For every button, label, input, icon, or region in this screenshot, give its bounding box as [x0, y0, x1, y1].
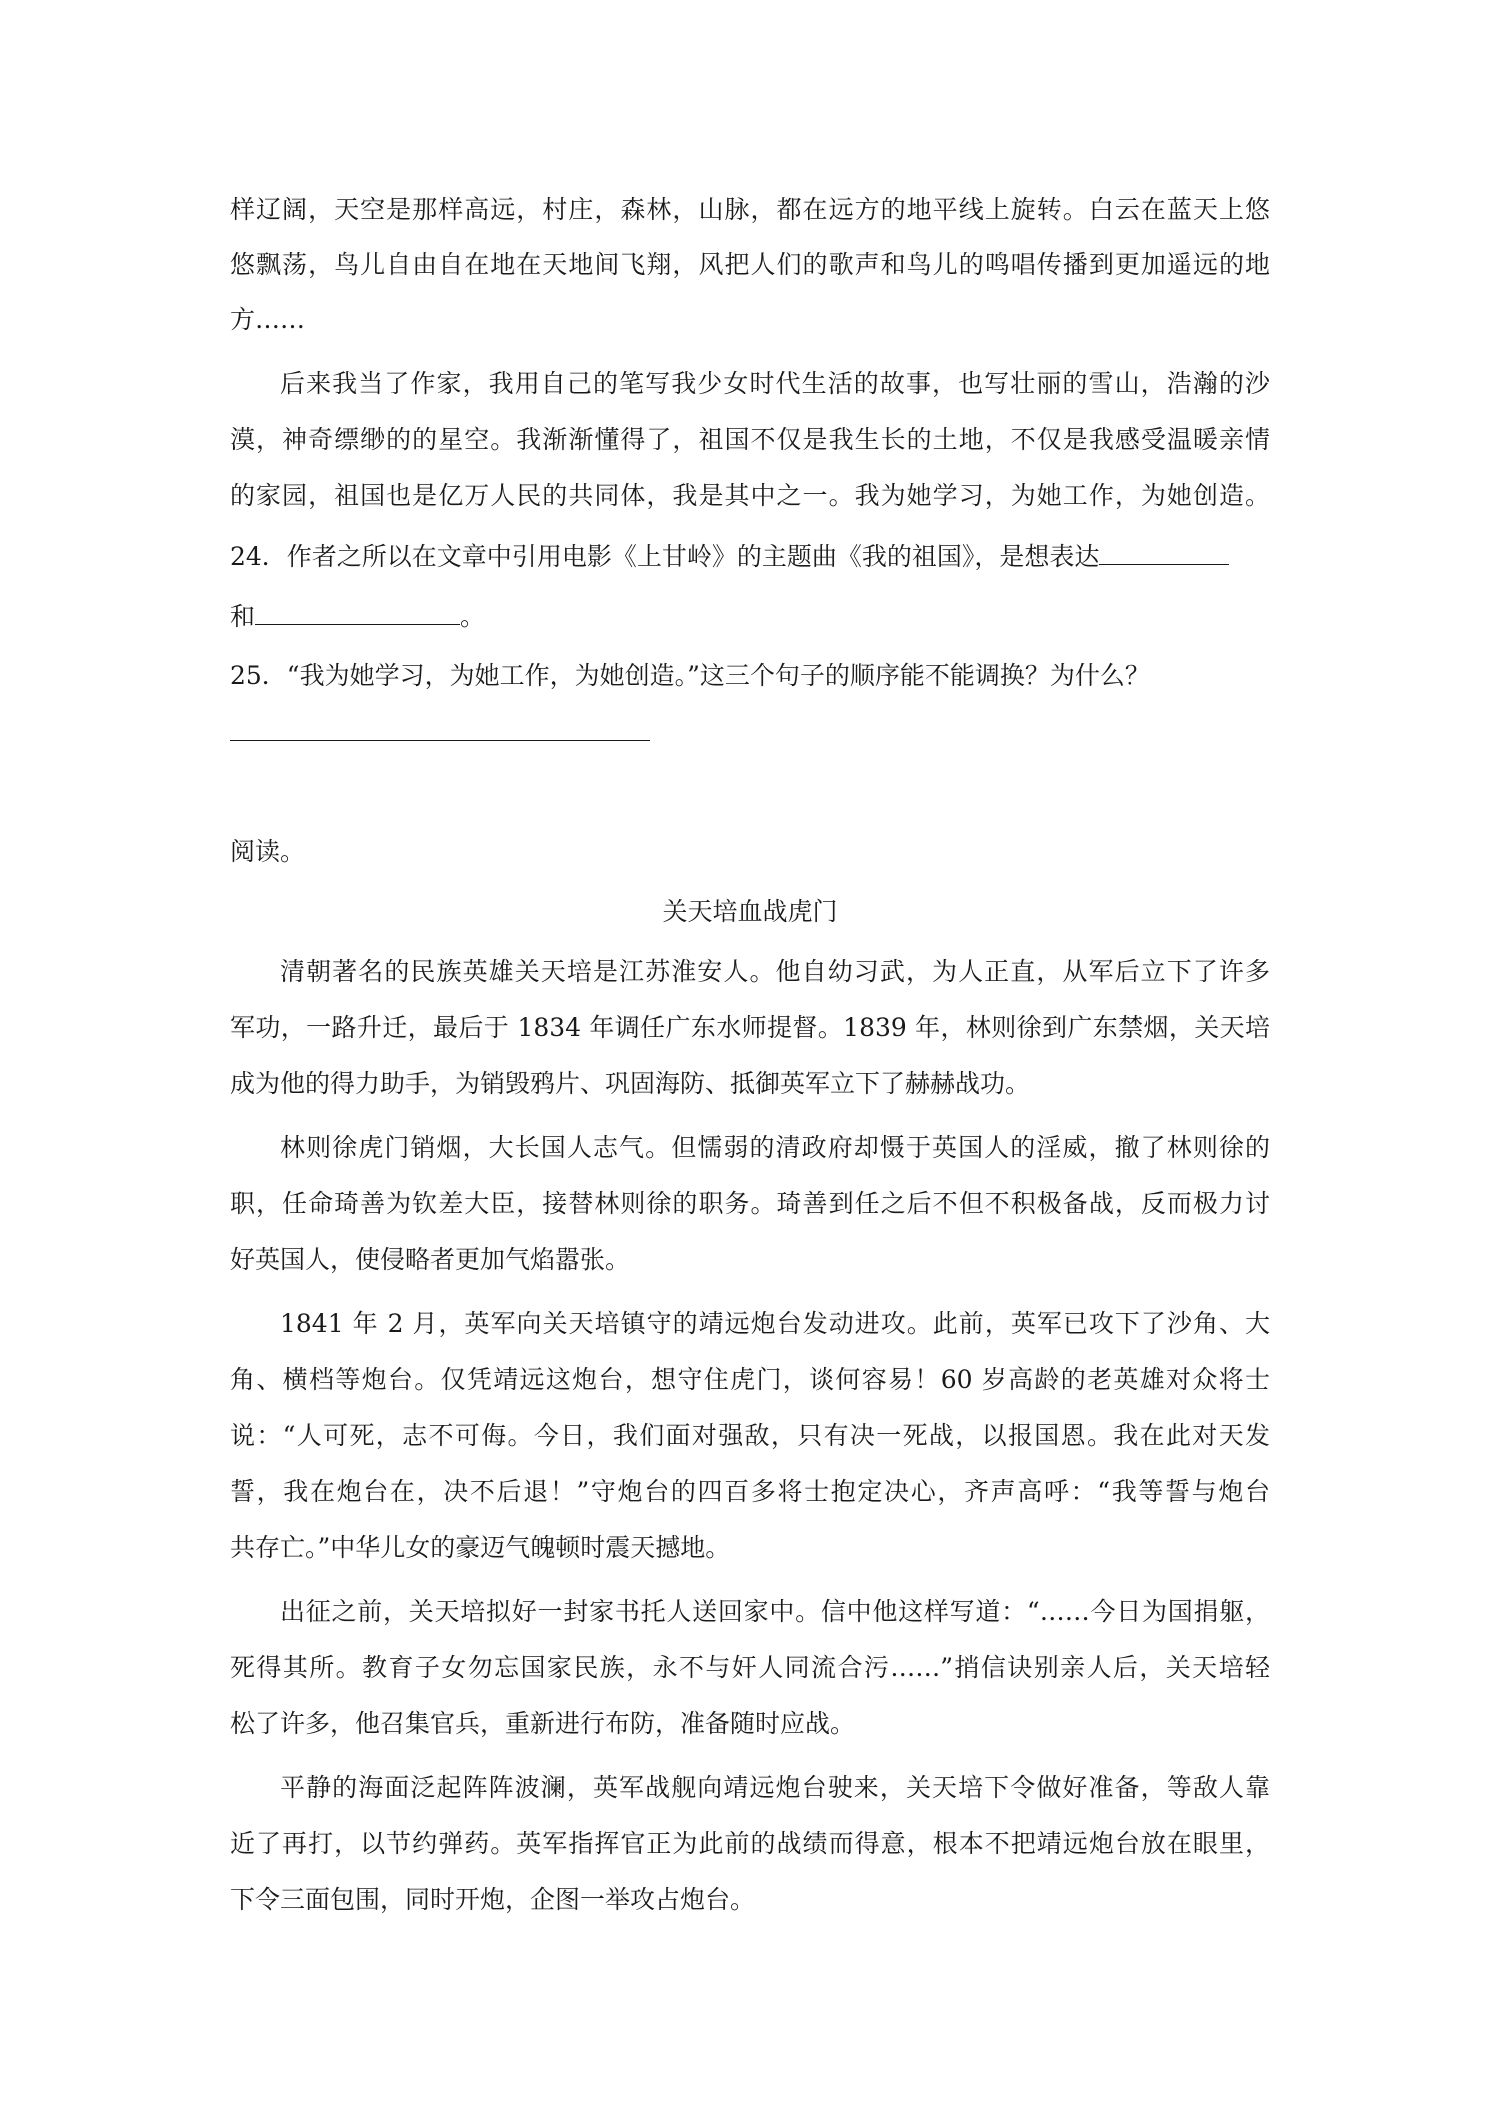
passage-line: 悠飘荡，鸟儿自由自在地在天地间飞翔，风把人们的歌声和鸟儿的鸣唱传播到更加遥远的地 [230, 250, 1270, 279]
article-line: 说：“人可死，志不可侮。今日，我们面对强敌，只有决一死战，以报国恩。我在此对天发 [230, 1421, 1270, 1450]
article-line: 誓，我在炮台在，决不后退！”守炮台的四百多将士抱定决心，齐声高呼：“我等誓与炮台 [230, 1477, 1270, 1506]
question-24-continued [230, 598, 1270, 634]
question-24-text: 24．作者之所以在文章中引用电影《上甘岭》的主题曲《我的祖国》，是想表达 [230, 542, 1100, 571]
article-line: 军功，一路升迁，最后于 1834 年调任广东水师提督。1839 年，林则徐到广东禁烟，关天培 [230, 1013, 1270, 1042]
article-line: 林则徐虎门销烟，大长国人志气。但懦弱的清政府却慑于英国人的淫威，撤了林则徐的 [280, 1133, 1270, 1162]
passage-line: 的家园，祖国也是亿万人民的共同体，我是其中之一。我为她学习，为她工作，为她创造。 [230, 481, 1270, 510]
end-mark: 。 [460, 602, 486, 631]
passage-line: 漠，神奇缥缈的的星空。我渐渐懂得了，祖国不仅是我生长的土地，不仅是我感受温暖亲情 [230, 425, 1270, 454]
article-line: 松了许多，他召集官兵，重新进行布防，准备随时应战。 [230, 1709, 856, 1738]
question-25: 25．“我为她学习，为她工作，为她创造。”这三个句子的顺序能不能调换？为什么？ [230, 661, 1150, 690]
article-line: 角、横档等炮台。仅凭靖远这炮台，想守住虎门，谈何容易！60 岁高龄的老英雄对众将士 [230, 1365, 1270, 1394]
reading-label: 阅读。 [230, 837, 306, 866]
and-word: 和 [230, 602, 256, 631]
article-title: 关天培血战虎门 [662, 897, 838, 926]
article-line: 好英国人，使侵略者更加气焰嚣张。 [230, 1245, 631, 1274]
answer-blank[interactable] [255, 598, 460, 625]
article-line: 出征之前，关天培拟好一封家书托人送回家中。信中他这样写道：“……今日为国捐躯， [280, 1597, 1270, 1626]
article-line: 近了再打，以节约弹药。英军指挥官正为此前的战绩而得意，根本不把靖远炮台放在眼里， [230, 1829, 1270, 1858]
article-line: 成为他的得力助手，为销毁鸦片、巩固海防、抵御英军立下了赫赫战功。 [230, 1069, 1031, 1098]
article-line: 平静的海面泛起阵阵波澜，英军战舰向靖远炮台驶来，关天培下令做好准备，等敌人靠 [280, 1773, 1270, 1802]
passage-line: 后来我当了作家，我用自己的笔写我少女时代生活的故事，也写壮丽的雪山，浩瀚的沙 [280, 369, 1270, 398]
article-line: 共存亡。”中华儿女的豪迈气魄顿时震天撼地。 [230, 1533, 731, 1562]
answer-blank[interactable] [1099, 538, 1229, 565]
article-line: 死得其所。教育子女勿忘国家民族，永不与奸人同流合污……”捎信诀别亲人后，关天培轻 [230, 1653, 1270, 1682]
passage-line: 方…… [230, 305, 306, 334]
article-line: 下令三面包围，同时开炮，企图一举攻占炮台。 [230, 1885, 756, 1914]
article-line: 清朝著名的民族英雄关天培是江苏淮安人。他自幼习武，为人正直，从军后立下了许多 [280, 957, 1270, 986]
article-line: 职，任命琦善为钦差大臣，接替林则徐的职务。琦善到任之后不但不积极备战，反而极力讨 [230, 1189, 1270, 1218]
passage-line: 样辽阔，天空是那样高远，村庄，森林，山脉，都在远方的地平线上旋转。白云在蓝天上悠 [230, 195, 1270, 224]
answer-line[interactable] [230, 740, 650, 741]
question-24 [230, 538, 1270, 574]
article-line: 1841 年 2 月，英军向关天培镇守的靖远炮台发动进攻。此前，英军已攻下了沙角、大 [280, 1309, 1270, 1338]
